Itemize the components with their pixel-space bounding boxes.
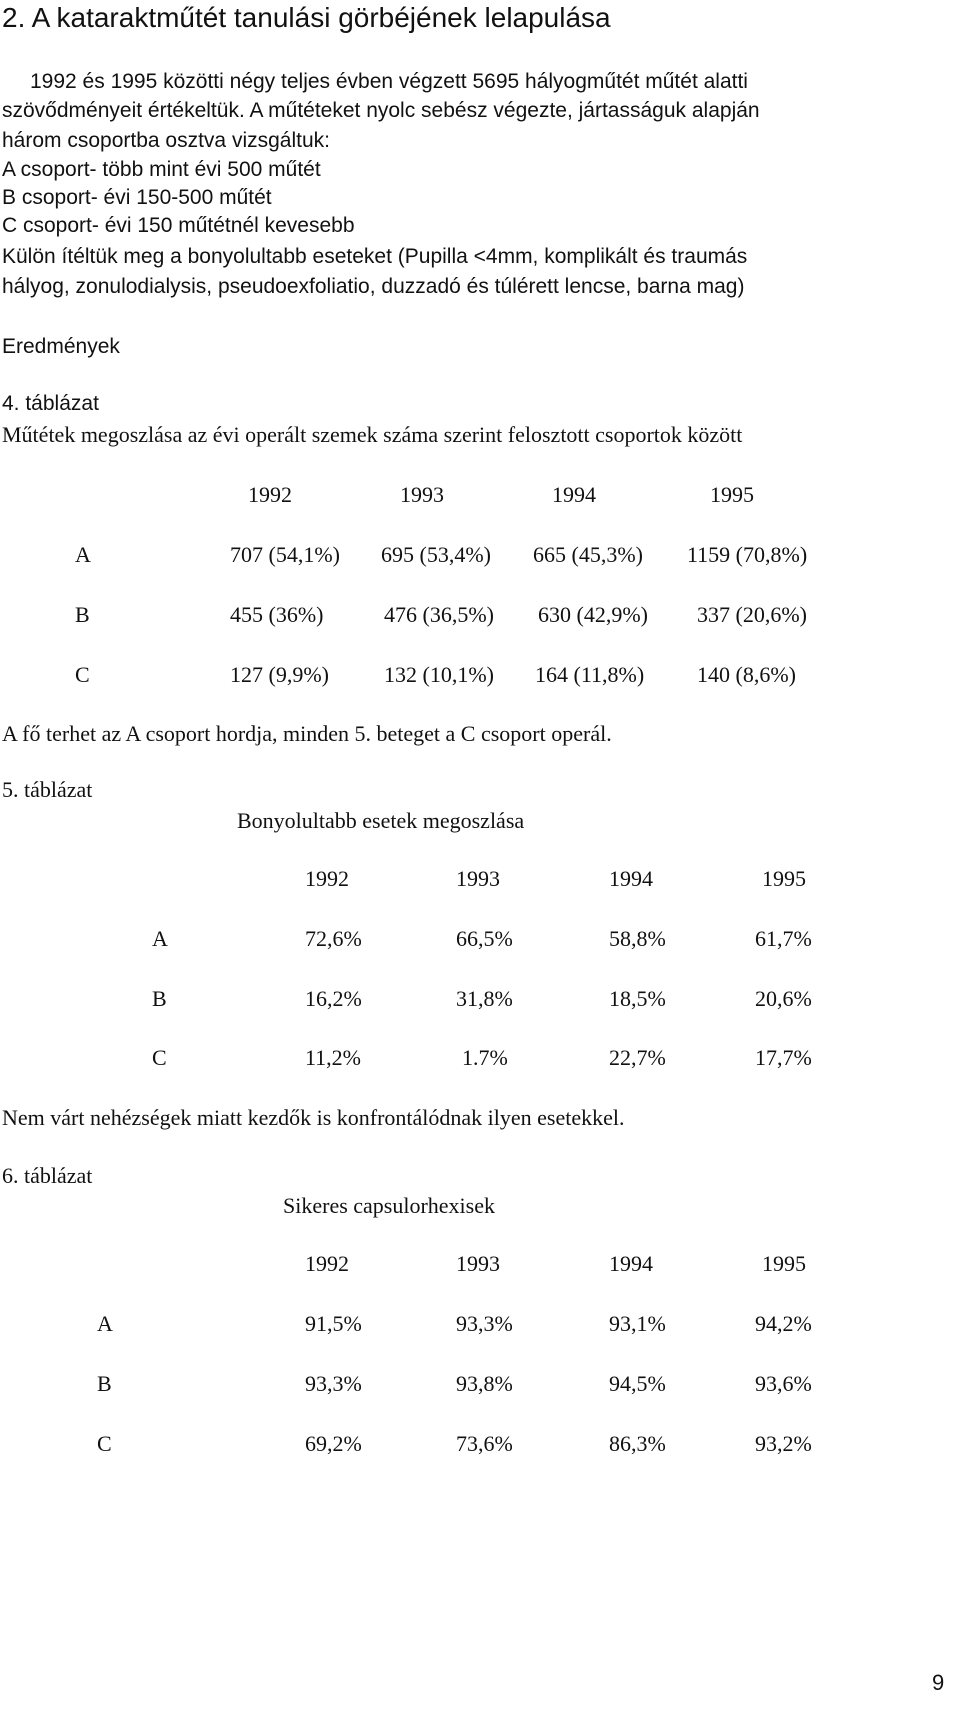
table6-row-label: C [97, 1431, 112, 1456]
group-c-definition: C csoport- évi 150 műtétnél kevesebb [2, 214, 355, 237]
table5-year-1993: 1993 [456, 866, 500, 891]
table5-comment: Nem várt nehézségek miatt kezdők is konfrontálódnak ilyen esetekkel. [2, 1105, 625, 1130]
table6-cell: 86,3% [609, 1431, 666, 1456]
table5-label: 5. táblázat [2, 777, 93, 802]
table6-label: 6. táblázat [2, 1163, 93, 1188]
table6-cell: 93,3% [305, 1371, 362, 1396]
table4-cell: 476 (36,5%) [384, 602, 494, 627]
intro-line-3: három csoportba osztva vizsgáltuk: [2, 129, 330, 152]
table5-cell: 72,6% [305, 926, 362, 951]
table6-year-1995: 1995 [762, 1251, 806, 1276]
table5-year-1995: 1995 [762, 866, 806, 891]
table4-row-label: A [75, 542, 91, 567]
table5-cell: 1.7% [462, 1045, 508, 1070]
table4-cell: 695 (53,4%) [381, 542, 491, 567]
table4-year-1994: 1994 [552, 482, 596, 507]
table5-row-label: A [152, 926, 168, 951]
table6-cell: 94,2% [755, 1311, 812, 1336]
table6-cell: 73,6% [456, 1431, 513, 1456]
table5-cell: 61,7% [755, 926, 812, 951]
table6-cell: 93,8% [456, 1371, 513, 1396]
table6-cell: 93,1% [609, 1311, 666, 1336]
table5-title: Bonyolultabb esetek megoszlása [237, 808, 525, 833]
table4-year-1992: 1992 [248, 482, 292, 507]
page-heading: 2. A kataraktműtét tanulási görbéjének lelapulása [2, 2, 611, 33]
table5-cell: 22,7% [609, 1045, 666, 1070]
table6-cell: 69,2% [305, 1431, 362, 1456]
table4-year-1995: 1995 [710, 482, 754, 507]
page-number: 9 [932, 1670, 945, 1695]
table4-cell: 455 (36%) [230, 602, 324, 627]
table4-label: 4. táblázat [2, 392, 99, 415]
table6-row-label: B [97, 1371, 112, 1396]
intro-line-1: 1992 és 1995 közötti négy teljes évben végzett 5695 hályogműtét műtét alatti [30, 70, 748, 93]
intro-line-2: szövődményeit értékeltük. A műtéteket nyolc sebész végezte, jártasságuk alapján [2, 99, 760, 122]
table4-cell: 164 (11,8%) [535, 662, 645, 687]
table6-cell: 93,2% [755, 1431, 812, 1456]
table6-cell: 93,6% [755, 1371, 812, 1396]
table6-year-1993: 1993 [456, 1251, 500, 1276]
table4-caption: Műtétek megoszlása az évi operált szemek száma szerint felosztott csoportok között [2, 422, 743, 447]
table4-year-1993: 1993 [400, 482, 444, 507]
table4-comment: A fő terhet az A csoport hordja, minden 5. beteget a C csoport operál. [2, 721, 612, 746]
table5-row-label: B [152, 986, 167, 1011]
table4-cell: 337 (20,6%) [697, 602, 807, 627]
group-b-definition: B csoport- évi 150-500 műtét [2, 186, 272, 209]
table6-cell: 94,5% [609, 1371, 666, 1396]
table4-cell: 1159 (70,8%) [687, 542, 808, 567]
table5-cell: 31,8% [456, 986, 513, 1011]
table6-row-label: A [97, 1311, 113, 1336]
table6-year-1992: 1992 [305, 1251, 349, 1276]
table6-cell: 93,3% [456, 1311, 513, 1336]
results-label: Eredmények [2, 335, 120, 358]
table5-cell: 17,7% [755, 1045, 812, 1070]
table5-year-1994: 1994 [609, 866, 653, 891]
table6-year-1994: 1994 [609, 1251, 653, 1276]
table5-cell: 16,2% [305, 986, 362, 1011]
table5-cell: 66,5% [456, 926, 513, 951]
table6-title: Sikeres capsulorhexisek [283, 1193, 495, 1218]
table5-cell: 20,6% [755, 986, 812, 1011]
table5-row-label: C [152, 1045, 167, 1070]
table5-year-1992: 1992 [305, 866, 349, 891]
table5-cell: 18,5% [609, 986, 666, 1011]
complex-cases-note-2: hályog, zonulodialysis, pseudoexfoliatio, duzzadó és túlérett lencse, barna mag) [2, 275, 745, 298]
group-a-definition: A csoport- több mint évi 500 műtét [2, 158, 321, 181]
table4-cell: 127 (9,9%) [230, 662, 329, 687]
complex-cases-note-1: Külön ítéltük meg a bonyolultabb eseteket (Pupilla <4mm, komplikált és traumás [2, 245, 748, 268]
table5-cell: 58,8% [609, 926, 666, 951]
table4-row-label: B [75, 602, 90, 627]
table4-cell: 665 (45,3%) [533, 542, 643, 567]
table4-cell: 140 (8,6%) [697, 662, 796, 687]
table4-row-label: C [75, 662, 90, 687]
table4-cell: 707 (54,1%) [230, 542, 340, 567]
table5-cell: 11,2% [305, 1045, 362, 1070]
table4-cell: 132 (10,1%) [384, 662, 494, 687]
table4-cell: 630 (42,9%) [538, 602, 648, 627]
table6-cell: 91,5% [305, 1311, 362, 1336]
